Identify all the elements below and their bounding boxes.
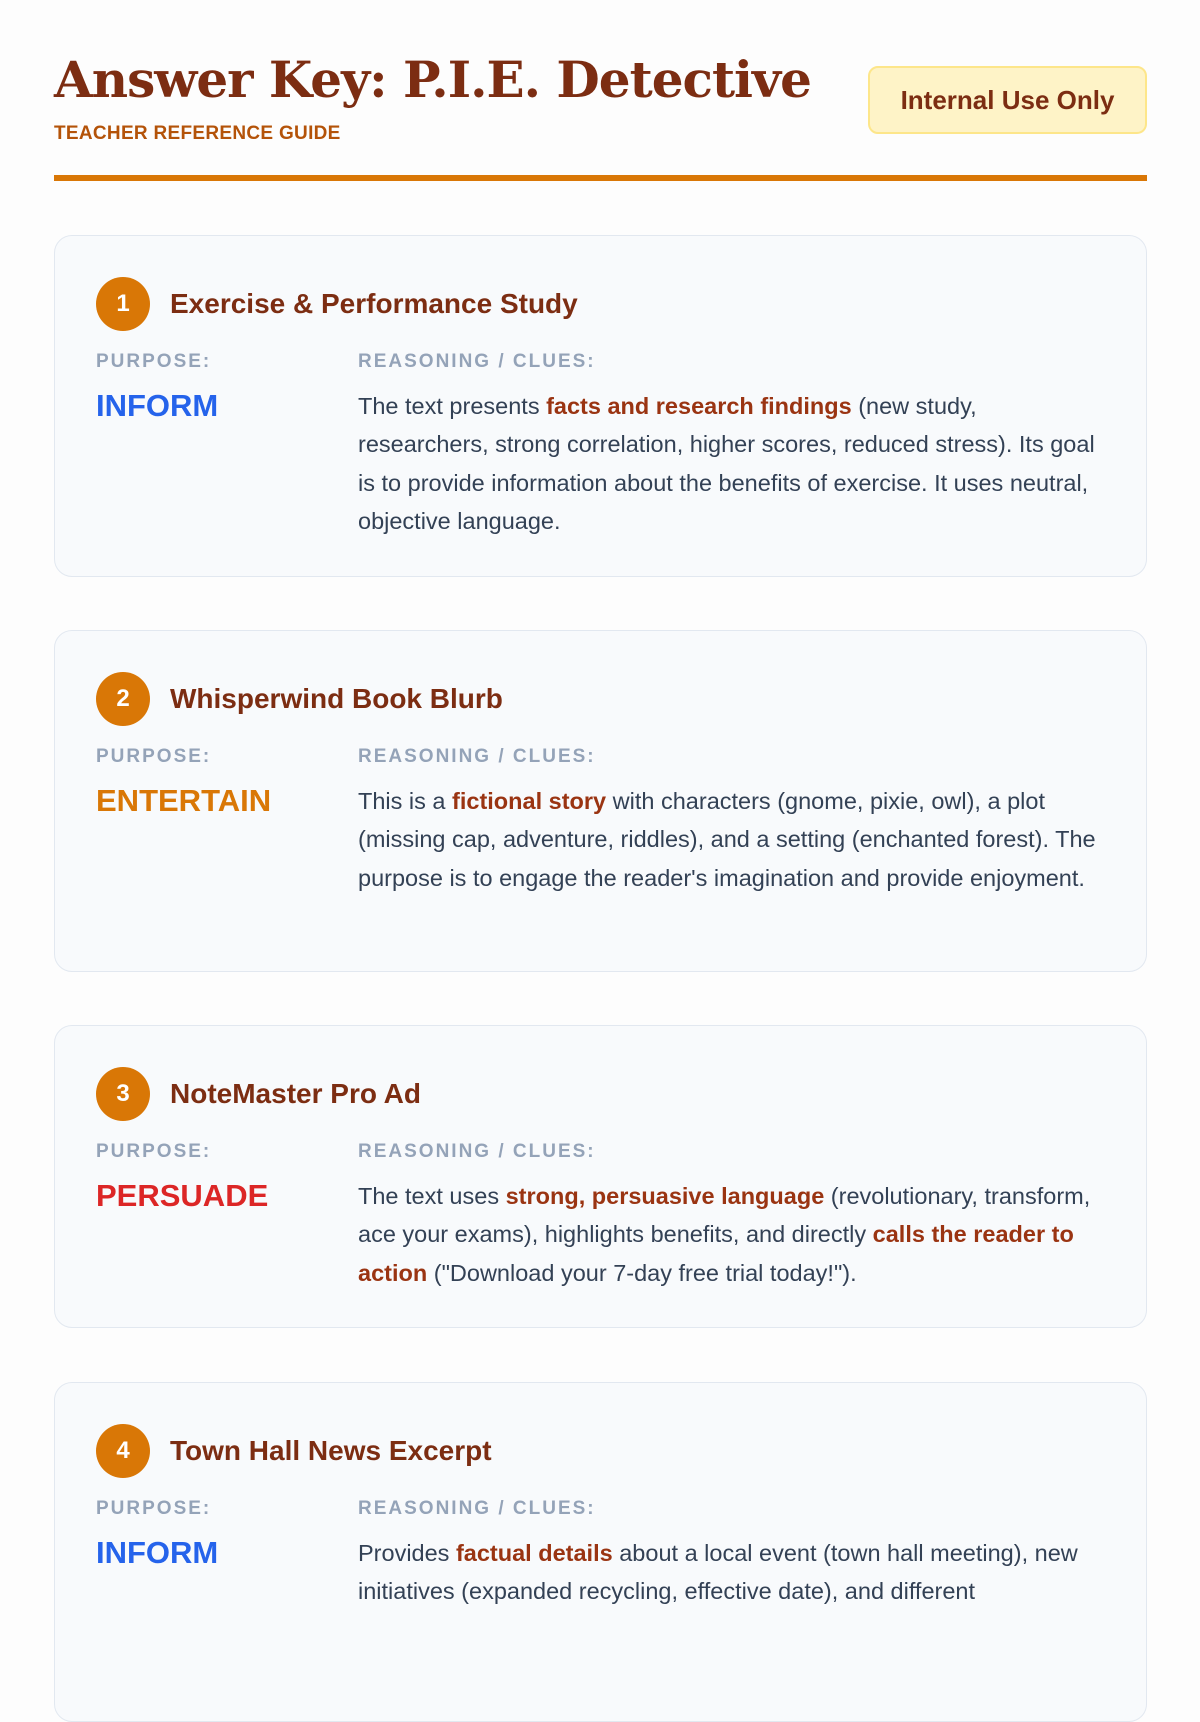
purpose-value: INFORM <box>96 388 219 423</box>
question-number-badge: 1 <box>96 277 150 331</box>
card-header <box>96 1424 492 1478</box>
answer-card <box>54 1382 1147 1722</box>
purpose-value: PERSUADE <box>96 1178 269 1213</box>
answer-card <box>54 235 1147 577</box>
reasoning-segment: (new study, researchers, strong correlation, higher scores, reduced stress). Its goal is to provide information about the benefits of exercise. It uses neutral, objective language. <box>358 393 1095 534</box>
reasoning-label: REASONING / CLUES: <box>358 351 596 372</box>
reasoning-text <box>358 782 1110 897</box>
purpose-label: PURPOSE: <box>96 746 212 767</box>
card-title: NoteMaster Pro Ad <box>170 1078 422 1109</box>
reasoning-label: REASONING / CLUES: <box>358 1141 596 1162</box>
answer-card <box>54 1025 1147 1328</box>
reasoning-segment: about a local event (town hall meeting), new initiatives (expanded recycling, effective date), and different <box>358 1540 1078 1605</box>
page-header <box>54 0 1147 181</box>
purpose-value: ENTERTAIN <box>96 783 272 818</box>
reasoning-segment: The text presents <box>358 393 547 419</box>
page <box>54 0 1147 1605</box>
purpose-label: PURPOSE: <box>96 1141 212 1162</box>
highlighted-clue: factual details <box>455 1540 613 1566</box>
card-header <box>96 277 578 331</box>
page-title: Answer Key: P.I.E. Detective <box>54 50 811 109</box>
card-title: Town Hall News Excerpt <box>170 1435 492 1466</box>
question-number-badge: 4 <box>96 1424 150 1478</box>
reasoning-label: REASONING / CLUES: <box>358 1498 596 1519</box>
reasoning-text <box>358 387 1110 540</box>
reasoning-label: REASONING / CLUES: <box>358 746 596 767</box>
highlighted-clue: strong, persuasive language <box>505 1183 825 1209</box>
reasoning-segment: Provides <box>358 1540 456 1566</box>
answer-card <box>54 630 1147 972</box>
highlighted-clue: facts and research findings <box>546 393 852 419</box>
reasoning-segment: This is a <box>358 788 453 814</box>
highlighted-clue: calls the reader to action <box>358 1221 1074 1286</box>
reasoning-segment: with characters (gnome, pixie, owl), a plot (missing cap, adventure, riddles), and a setting (enchanted forest). The purpose is to engage the reader's imagination and provide enjoyment. <box>358 788 1096 891</box>
reasoning-text <box>358 1177 1110 1292</box>
card-title: Whisperwind Book Blurb <box>170 683 503 714</box>
reasoning-segment: (revolutionary, transform, ace your exams), highlights benefits, and directly <box>358 1183 1091 1248</box>
question-number-badge: 3 <box>96 1067 150 1121</box>
internal-use-badge: Internal Use Only <box>868 66 1147 134</box>
highlighted-clue: fictional story <box>452 788 607 814</box>
page-subtitle: TEACHER REFERENCE GUIDE <box>54 123 341 144</box>
card-title: Exercise & Performance Study <box>170 288 578 319</box>
question-number-badge: 2 <box>96 672 150 726</box>
purpose-label: PURPOSE: <box>96 351 212 372</box>
purpose-value: INFORM <box>96 1535 219 1570</box>
card-header <box>96 672 503 726</box>
reasoning-text <box>358 1534 1110 1611</box>
card-header <box>96 1067 421 1121</box>
reasoning-segment: The text uses <box>358 1183 506 1209</box>
reasoning-segment: ("Download your 7-day free trial today!"). <box>427 1259 857 1286</box>
purpose-label: PURPOSE: <box>96 1498 212 1519</box>
